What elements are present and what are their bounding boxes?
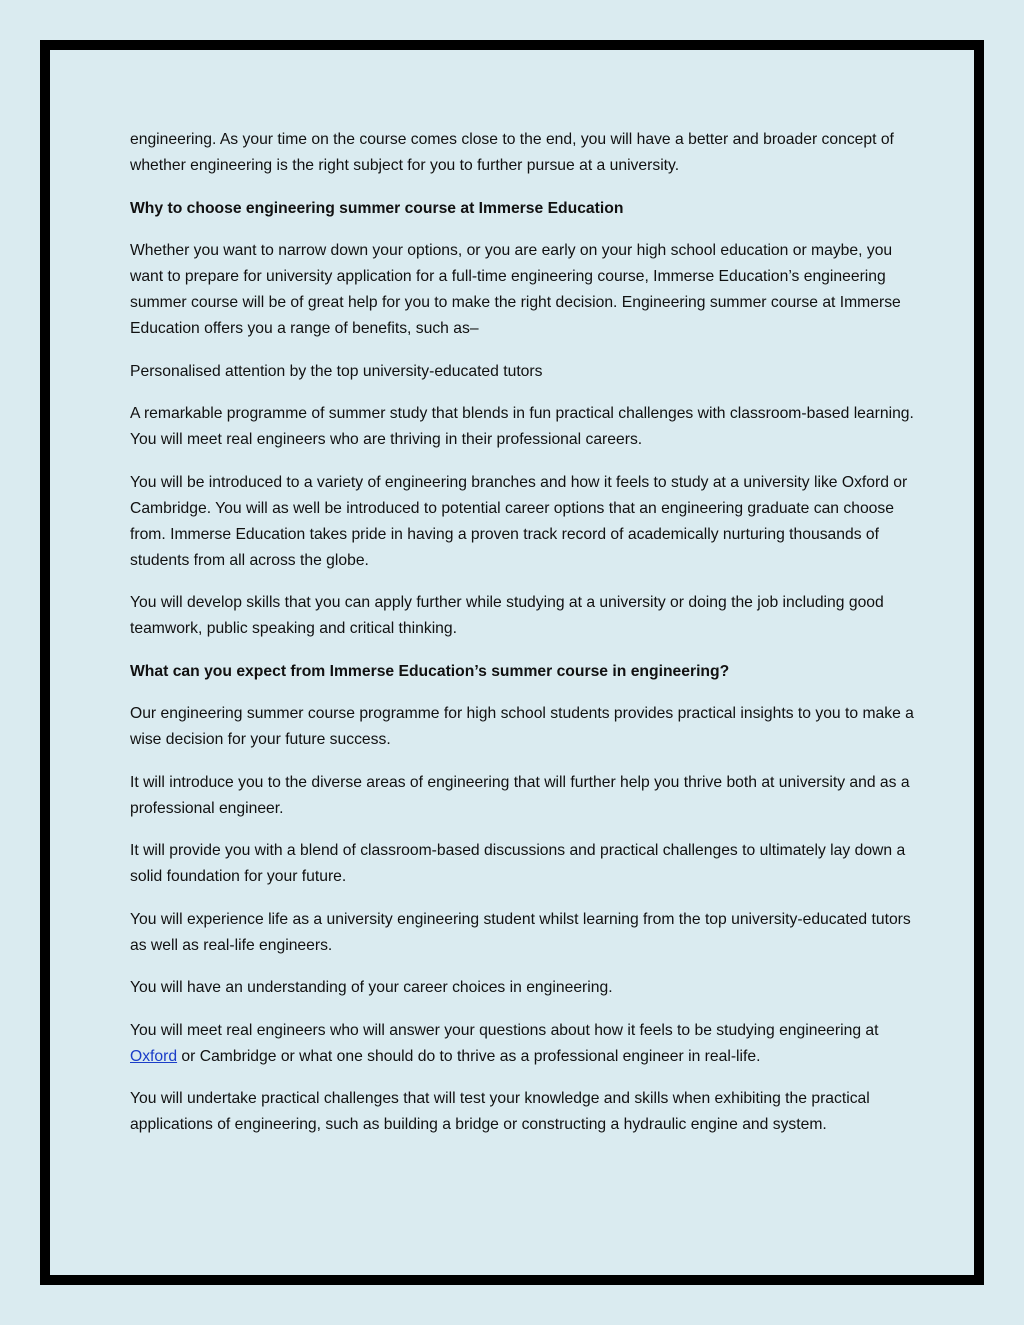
paragraph-intro: engineering. As your time on the course comes close to the end, you will have a better and broader concept of whether engineering is the right subject for you to further pursue at a university.	[130, 131, 894, 174]
paragraph-practical-challenges: You will undertake practical challenges that will test your knowledge and skills when exhibiting the practical applications of engineering, such as building a bridge or constructing a hydraulic engine and system.	[130, 1090, 870, 1133]
paragraph-meet-engineers	[130, 1018, 920, 1070]
paragraph-career-choices: You will have an understanding of your career choices in engineering.	[130, 979, 613, 996]
document-body	[130, 127, 920, 1155]
paragraph-options: Whether you want to narrow down your options, or you are early on your high school education or maybe, you want to prepare for university application for a full-time engineering course, Immerse Education’s engineering summer course will be of great help for you to make the right decision. Engineering summer course at Immerse Education offers you a range of benefits, such as–	[130, 242, 901, 337]
paragraph-personalised-attention: Personalised attention by the top university-educated tutors	[130, 362, 543, 380]
page-frame	[40, 40, 984, 1285]
heading-what-to-expect: What can you expect from Immerse Education’s summer course in engineering?	[130, 662, 730, 680]
paragraph-blend: It will provide you with a blend of classroom-based discussions and practical challenges to ultimately lay down a solid foundation for your future.	[130, 842, 906, 885]
paragraph-branches: You will be introduced to a variety of engineering branches and how it feels to study at a university like Oxford or Cambridge. You will as well be introduced to potential career options that an engineering graduate can choose from. Immerse Education takes pride in having a proven track record of academically nurturing thousands of students from all across the globe.	[130, 473, 908, 569]
paragraph-diverse-areas: It will introduce you to the diverse areas of engineering that will further help you thrive both at university and as a professional engineer.	[130, 773, 910, 817]
heading-why-choose: Why to choose engineering summer course at Immerse Education	[130, 199, 624, 217]
paragraph-skills: You will develop skills that you can apply further while studying at a university or doing the job including good teamwork, public speaking and critical thinking.	[130, 594, 884, 637]
paragraph-experience: You will experience life as a university engineering student whilst learning from the top university-educated tutors as well as real-life engineers.	[130, 910, 911, 954]
oxford-link[interactable]: Oxford	[130, 1047, 178, 1065]
paragraph-meet-engineers-text-before: You will meet real engineers who will answer your questions about how it feels to be studying engineering at	[130, 1021, 879, 1039]
paragraph-meet-engineers-text-after: or Cambridge or what one should do to thrive as a professional engineer in real-life.	[177, 1047, 761, 1065]
paragraph-programme: A remarkable programme of summer study that blends in fun practical challenges with classroom-based learning. You will meet real engineers who are thriving in their professional careers.	[130, 405, 914, 448]
paragraph-insights: Our engineering summer course programme for high school students provides practical insights to you to make a wise decision for your future success.	[130, 705, 914, 748]
